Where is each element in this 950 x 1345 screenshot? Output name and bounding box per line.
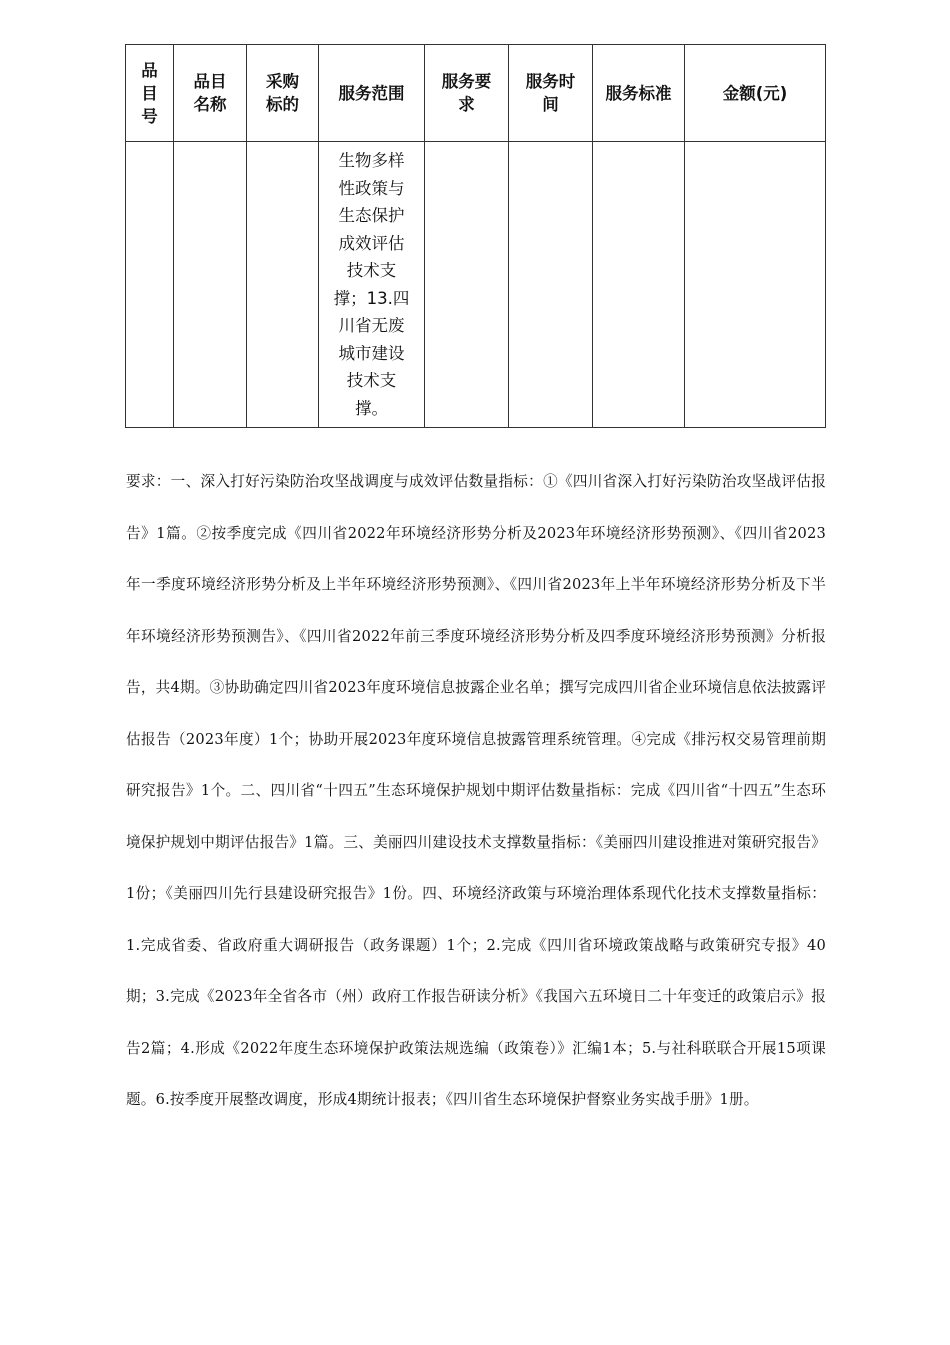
table-row xyxy=(126,142,826,428)
header-item-name: 品目 名称 xyxy=(174,45,247,142)
header-amount: 金额(元) xyxy=(685,45,826,142)
cell-procurement-target xyxy=(247,142,319,428)
cell-amount xyxy=(685,142,826,428)
header-service-standard: 服务标准 xyxy=(593,45,685,142)
header-service-scope: 服务范围 xyxy=(319,45,425,142)
header-procurement-target: 采购 标的 xyxy=(247,45,319,142)
requirements-paragraph: 要求：一、深入打好污染防治攻坚战调度与成效评估数量指标：①《四川省深入打好污染防治攻坚战评估报告》1篇。②按季度完成《四川省2022年环境经济形势分析及2023年环境经济形势预测》、《四川省2023年一季度环境经济形势分析及上半年环境经济形势预测》、《四川省2023年上半年环境经济形势分析及下半年环境经济形势预测告》、《四川省2022年前三季度环境经济形势分析及四季度环境经济形势预测》分析报告，共4期。③协助确定四川省2023年度环境信息披露企业名单；撰写完成四川省企业环境信息依法披露评估报告（2023年度）1个；协助开展2023年度环境信息披露管理系统管理。④完成《排污权交易管理前期研究报告》1个。二、四川省“十四五”生态环境保护规划中期评估数量指标：完成《四川省“十四五”生态环境保护规划中期评估报告》1篇。三、美丽四川建设技术支撑数量指标：《美丽四川建设推进对策研究报告》1份；《美丽四川先行县建设研究报告》1份。四、环境经济政策与环境治理体系现代化技术支撑数量指标：1.完成省委、省政府重大调研报告（政务课题）1个；2.完成《四川省环境政策战略与政策研究专报》40期；3.完成《2023年全省各市（州）政府工作报告研读分析》《我国六五环境日二十年变迁的政策启示》报告2篇；4.形成《2022年度生态环境保护政策法规选编（政策卷）》汇编1本；5.与社科联联合开展15项课题。6.按季度开展整改调度，形成4期统计报表；《四川省生态环境保护督察业务实战手册》1册。 xyxy=(126,473,826,1108)
header-service-requirements: 服务要 求 xyxy=(425,45,509,142)
table-header-row xyxy=(126,45,826,142)
header-item-number: 品 目 号 xyxy=(126,45,174,142)
cell-service-time xyxy=(509,142,593,428)
cell-service-requirements xyxy=(425,142,509,428)
cell-item-number xyxy=(126,142,174,428)
header-service-time: 服务时 间 xyxy=(509,45,593,142)
cell-service-standard xyxy=(593,142,685,428)
cell-service-scope: 生物多样 性政策与 生态保护 成效评估 技术支 撑；13.四 川省无废 城市建设 技术支 撑。 xyxy=(319,142,425,428)
procurement-table xyxy=(125,44,826,428)
cell-item-name xyxy=(174,142,247,428)
